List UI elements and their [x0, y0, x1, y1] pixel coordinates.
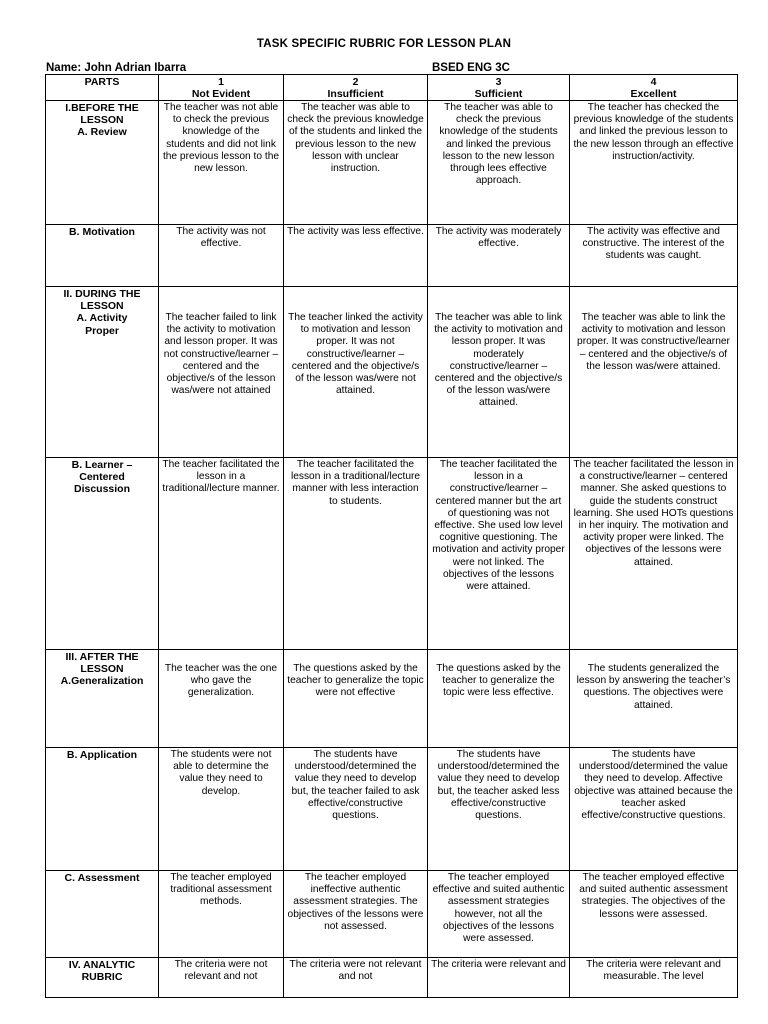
rubric-cell: The criteria were not relevant and not [284, 958, 428, 998]
level-label: Insufficient [327, 88, 384, 100]
rubric-cell: The activity was moderately effective. [428, 225, 570, 287]
level-label: Not Evident [191, 88, 251, 100]
rubric-cell: The activity was less effective. [284, 225, 428, 287]
level-number: 4 [650, 76, 657, 88]
rubric-cell: The teacher was the one who gave the generalization. [159, 650, 284, 748]
part-cell: II. DURING THE LESSON A. Activity Proper [46, 287, 159, 458]
rubric-cell: The teacher was not able to check the previous knowledge of the students and did not link the previous lesson to the new lesson. [159, 101, 284, 225]
rubric-cell: The activity was effective and constructive. The interest of the students was caught. [570, 225, 738, 287]
student-name: Name: John Adrian Ibarra [46, 62, 187, 74]
part-cell: IV. ANALYTIC RUBRIC [46, 958, 159, 998]
level-header [284, 75, 428, 101]
rubric-cell: The teacher was able to check the previous knowledge of the students and linked the previous lesson to the new lesson through lees effective approach. [428, 101, 570, 225]
rubric-cell: The teacher was able to link the activity to motivation and lesson proper. It was moderately constructive/learner – centered and the objective/s of the lesson was/were attained. [428, 287, 570, 458]
rubric-cell: The teacher employed ineffective authentic assessment strategies. The objectives of the lessons were not assessed. [284, 871, 428, 958]
part-cell: B. Motivation [46, 225, 159, 287]
document-title: TASK SPECIFIC RUBRIC FOR LESSON PLAN [256, 38, 512, 50]
rubric-cell: The teacher employed effective and suited authentic assessment strategies however, not all the objectives of the lessons were assessed. [428, 871, 570, 958]
rubric-cell: The criteria were not relevant and not [159, 958, 284, 998]
part-cell: C. Assessment [46, 871, 159, 958]
rubric-cell: The teacher facilitated the lesson in a constructive/learner – centered manner but the art of questioning was not effective. She used low level cognitive questioning. The motivation and activity proper were not linked. The objectives of the lessons were attained. [428, 458, 570, 650]
rubric-cell: The students have understood/determined the value they need to develop but, the teacher asked less effective/constructive questions. [428, 748, 570, 871]
part-cell: B. Learner – Centered Discussion [46, 458, 159, 650]
rubric-cell: The students generalized the lesson by answering the teacher’s questions. The objectives were attained. [570, 650, 738, 748]
rubric-cell: The teacher was able to check the previous knowledge of the students and linked the previous lesson to the new lesson with unclear instruction. [284, 101, 428, 225]
rubric-cell: The teacher was able to link the activity to motivation and lesson proper. It was constructive/learner – centered and the objective/s of the lesson was/were attained. [570, 287, 738, 458]
rubric-cell: The students have understood/determined the value they need to develop. Affective objective was attained because the teacher asked effective/constructive questions. [570, 748, 738, 871]
level-label: Excellent [630, 88, 677, 100]
rubric-cell: The criteria were relevant and [428, 958, 570, 998]
rubric-cell: The teacher facilitated the lesson in a traditional/lecture manner. [159, 458, 284, 650]
rubric-cell: The teacher facilitated the lesson in a constructive/learner – centered manner. She asked questions to guide the students construct learning. She used HOTs questions in her inquiry. The motivation and activity proper were linked. The objectives of the lessons were attained. [570, 458, 738, 650]
level-number: 1 [218, 76, 224, 88]
rubric-cell: The teacher facilitated the lesson in a traditional/lecture manner with less interaction to students. [284, 458, 428, 650]
part-cell: I.BEFORE THE LESSON A. Review [46, 101, 159, 225]
table-row [46, 287, 738, 458]
rubric-cell: The teacher linked the activity to motivation and lesson proper. It was not constructive/learner – centered and the objective/s of the lesson was/were not attained. [284, 287, 428, 458]
rubric-cell: The teacher has checked the previous knowledge of the students and linked the previous lesson to the new lesson through an effective instruction/activity. [570, 101, 738, 225]
rubric-cell: The students were not able to determine the value they need to develop. [159, 748, 284, 871]
section-label: BSED ENG 3C [432, 62, 510, 74]
table-row [46, 101, 738, 225]
rubric-cell: The teacher employed effective and suited authentic assessment strategies. The objectives of the lessons were assessed. [570, 871, 738, 958]
rubric-cell: The teacher employed traditional assessment methods. [159, 871, 284, 958]
level-header [428, 75, 570, 101]
table-row [46, 650, 738, 748]
rubric-cell: The students have understood/determined the value they need to develop but, the teacher failed to ask effective/constructive questions. [284, 748, 428, 871]
table-row [46, 458, 738, 650]
part-cell: B. Application [46, 748, 159, 871]
table-row [46, 748, 738, 871]
table-row [46, 225, 738, 287]
rubric-cell: The teacher failed to link the activity to motivation and lesson proper. It was not constructive/learner – centered and the objective/s of the lesson was/were not attained [159, 287, 284, 458]
rubric-cell: The criteria were relevant and measurable. The level [570, 958, 738, 998]
rubric-table [45, 74, 738, 998]
level-number: 3 [495, 76, 502, 88]
level-header [159, 75, 284, 101]
table-row [46, 958, 738, 998]
rubric-cell: The questions asked by the teacher to generalize the topic were not effective [284, 650, 428, 748]
rubric-cell: The activity was not effective. [159, 225, 284, 287]
parts-header: PARTS [46, 75, 159, 101]
part-cell: III. AFTER THE LESSON A.Generalization [46, 650, 159, 748]
rubric-cell: The questions asked by the teacher to generalize the topic were less effective. [428, 650, 570, 748]
level-header [570, 75, 738, 101]
level-number: 2 [352, 76, 359, 88]
header-row [46, 75, 738, 101]
table-row [46, 871, 738, 958]
level-label: Sufficient [474, 88, 523, 100]
